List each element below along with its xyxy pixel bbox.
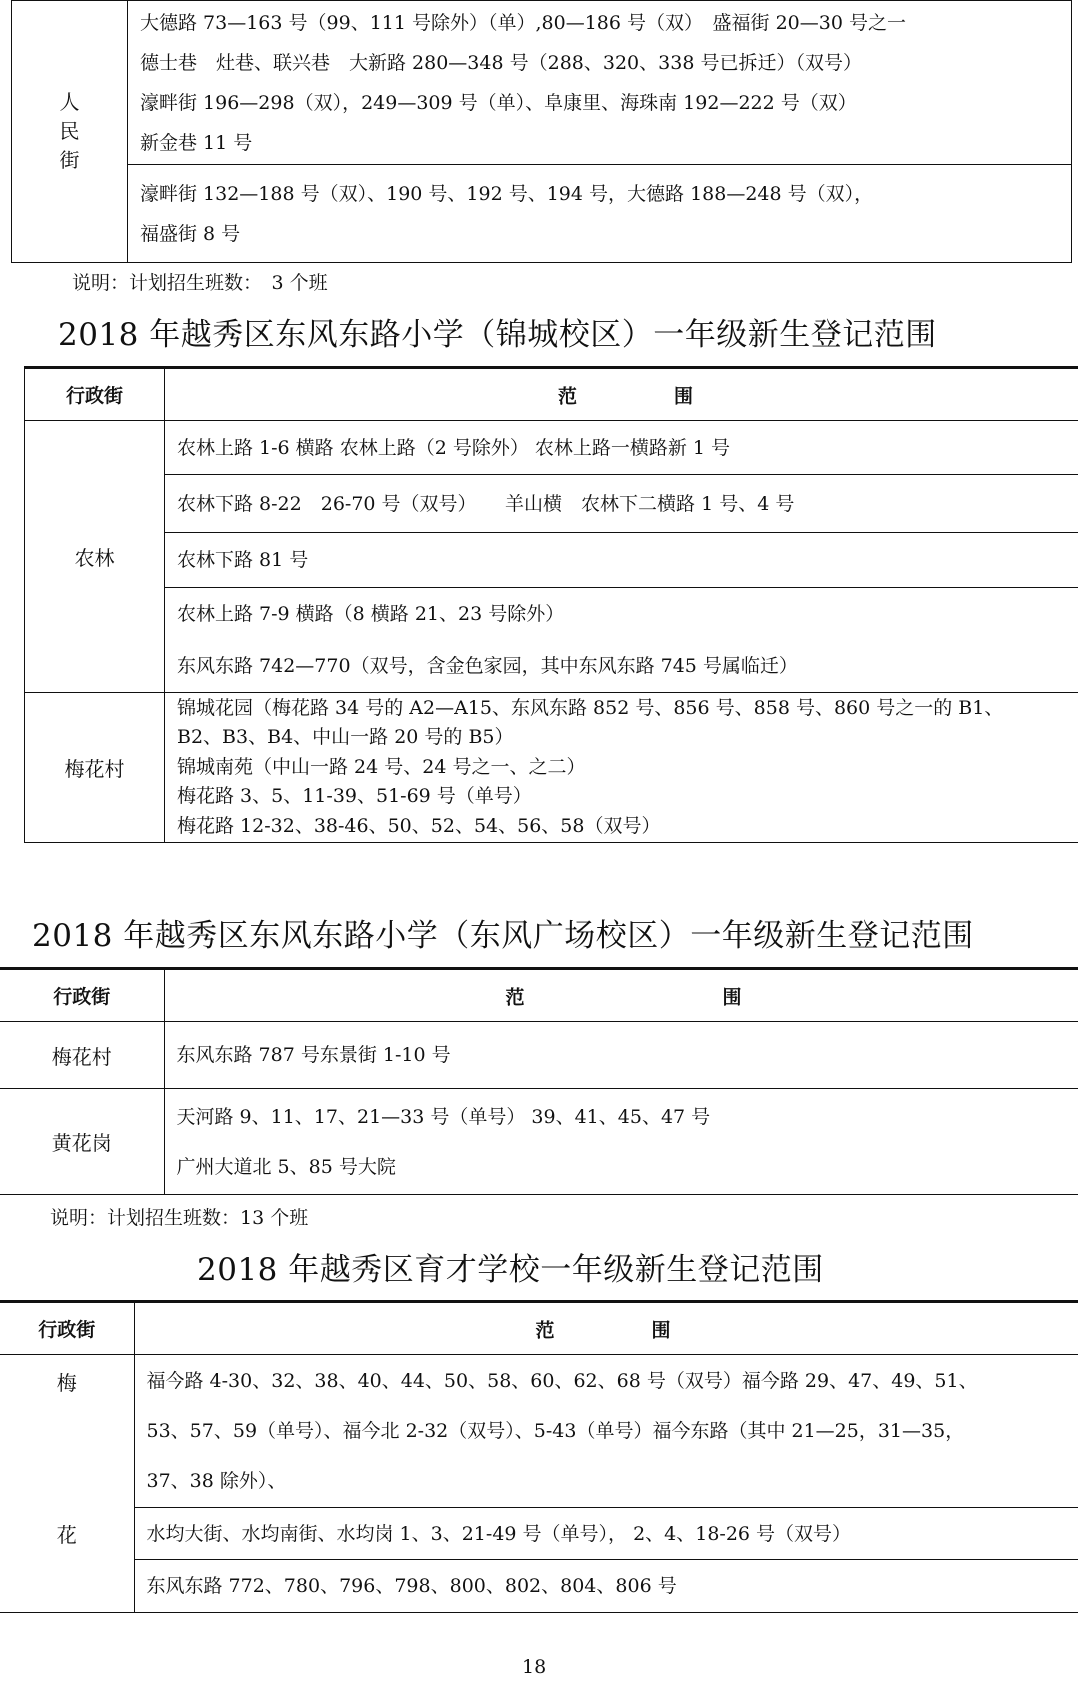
district-char: 人 xyxy=(59,90,80,114)
header-range xyxy=(134,1302,1078,1355)
range-line: 农林上路 7-9 横路（8 横路 21、23 号除外） xyxy=(177,603,565,625)
district-nonglin: 农林 xyxy=(25,421,165,693)
header-range-char: 范 xyxy=(558,385,578,407)
range-line: 福今路 4-30、32、38、40、44、50、58、60、62、68 号（双号）福今路 29、47、49、51、 xyxy=(146,1370,978,1392)
range-line: 梅花路 12-32、38-46、50、52、54、56、58（双号） xyxy=(177,814,661,837)
section-title: 2018 年越秀区东风东路小学（锦城校区）一年级新生登记范围 xyxy=(58,317,937,353)
header-range-char: 围 xyxy=(674,385,694,407)
district-char-hua: 花 xyxy=(0,1508,134,1560)
district-char-mei: 梅 xyxy=(0,1355,134,1508)
range-line: 梅花路 3、5、11-39、51-69 号（单号） xyxy=(177,785,532,808)
district-char: 街 xyxy=(59,148,80,172)
range-line: 福盛街 8 号 xyxy=(140,222,241,245)
range-line: 德士巷 灶巷、联兴巷 大新路 280—348 号（288、320、338 号已拆迁）（双号） xyxy=(140,51,862,74)
range-line: 东风东路 742—770（双号，含金色家园，其中东风东路 745 号属临迁） xyxy=(177,655,798,677)
district-char: 民 xyxy=(59,119,80,143)
district-meihuacun: 梅花村 xyxy=(0,1022,164,1089)
header-range-char: 范 xyxy=(535,1319,555,1341)
range-line: 广州大道北 5、85 号大院 xyxy=(176,1155,396,1178)
range-cell xyxy=(128,165,1072,263)
range-line: 锦城花园（梅花路 34 号的 A2—A15、东风东路 852 号、856 号、858 号、860 号之一的 B1、 xyxy=(177,696,1004,719)
note-classes: 说明：计划招生班数：13 个班 xyxy=(50,1207,309,1229)
district-meihuacun: 梅花村 xyxy=(25,693,165,843)
range-line: 37、38 除外）、 xyxy=(146,1470,287,1492)
table-yucai xyxy=(0,1300,1078,1613)
header-district: 行政街 xyxy=(25,368,165,421)
range-line: 濠畔街 196—298（双），249—309 号（单）、阜康里、海珠南 192—222 号（双） xyxy=(140,91,857,114)
range-line: 濠畔街 132—188 号（双）、190 号、192 号、194 号，大德路 188—248 号（双）， xyxy=(140,182,874,205)
table-renmin xyxy=(11,0,1072,263)
range-cell xyxy=(165,588,1078,693)
note-classes: 说明：计划招生班数： 3 个班 xyxy=(72,272,328,294)
header-range-char: 围 xyxy=(651,1319,671,1341)
district-renmin xyxy=(12,1,128,263)
range-cell: 农林下路 8-22 26-70 号（双号） 羊山横 农林下二横路 1 号、4 号 xyxy=(165,475,1078,533)
district-huanghuagang: 黄花岗 xyxy=(0,1089,164,1195)
header-range xyxy=(165,368,1078,421)
range-line: 53、57、59（单号）、福今北 2-32（双号）、5-43（单号）福今东路（其中 21—25，31—35， xyxy=(146,1420,965,1442)
table-jincheng xyxy=(24,366,1078,843)
range-cell xyxy=(128,1,1072,165)
header-range-char: 围 xyxy=(722,986,742,1008)
range-cell: 农林下路 81 号 xyxy=(165,533,1078,588)
district-cell-empty xyxy=(0,1560,134,1613)
section-title: 2018 年越秀区东风东路小学（东风广场校区）一年级新生登记范围 xyxy=(32,918,974,954)
range-line: 锦城南苑（中山一路 24 号、24 号之一、之二） xyxy=(177,755,586,778)
header-district: 行政街 xyxy=(0,1302,134,1355)
header-district: 行政街 xyxy=(0,969,164,1022)
range-cell: 东风东路 772、780、796、798、800、802、804、806 号 xyxy=(134,1560,1078,1613)
range-line: B2、B3、B4、中山一路 20 号的 B5） xyxy=(177,726,514,749)
range-line: 天河路 9、11、17、21—33 号（单号） 39、41、45、47 号 xyxy=(176,1105,711,1128)
range-cell: 水均大街、水均南街、水均岗 1、3、21-49 号（单号）， 2、4、18-26 号（双号） xyxy=(134,1508,1078,1560)
range-cell xyxy=(165,693,1078,843)
range-line: 大德路 73—163 号（99、111 号除外）（单）,80—186 号（双） 盛福街 20—30 号之一 xyxy=(140,11,906,34)
section-title: 2018 年越秀区育才学校一年级新生登记范围 xyxy=(197,1252,824,1288)
range-line: 新金巷 11 号 xyxy=(140,131,253,154)
range-cell xyxy=(134,1355,1078,1508)
range-cell: 东风东路 787 号东景街 1-10 号 xyxy=(164,1022,1078,1089)
page-number: 18 xyxy=(522,1656,547,1678)
header-range-char: 范 xyxy=(505,986,525,1008)
table-dongfeng-square xyxy=(0,967,1078,1195)
header-range xyxy=(164,969,1078,1022)
range-cell xyxy=(164,1089,1078,1195)
range-cell: 农林上路 1-6 横路 农林上路（2 号除外） 农林上路一横路新 1 号 xyxy=(165,421,1078,475)
